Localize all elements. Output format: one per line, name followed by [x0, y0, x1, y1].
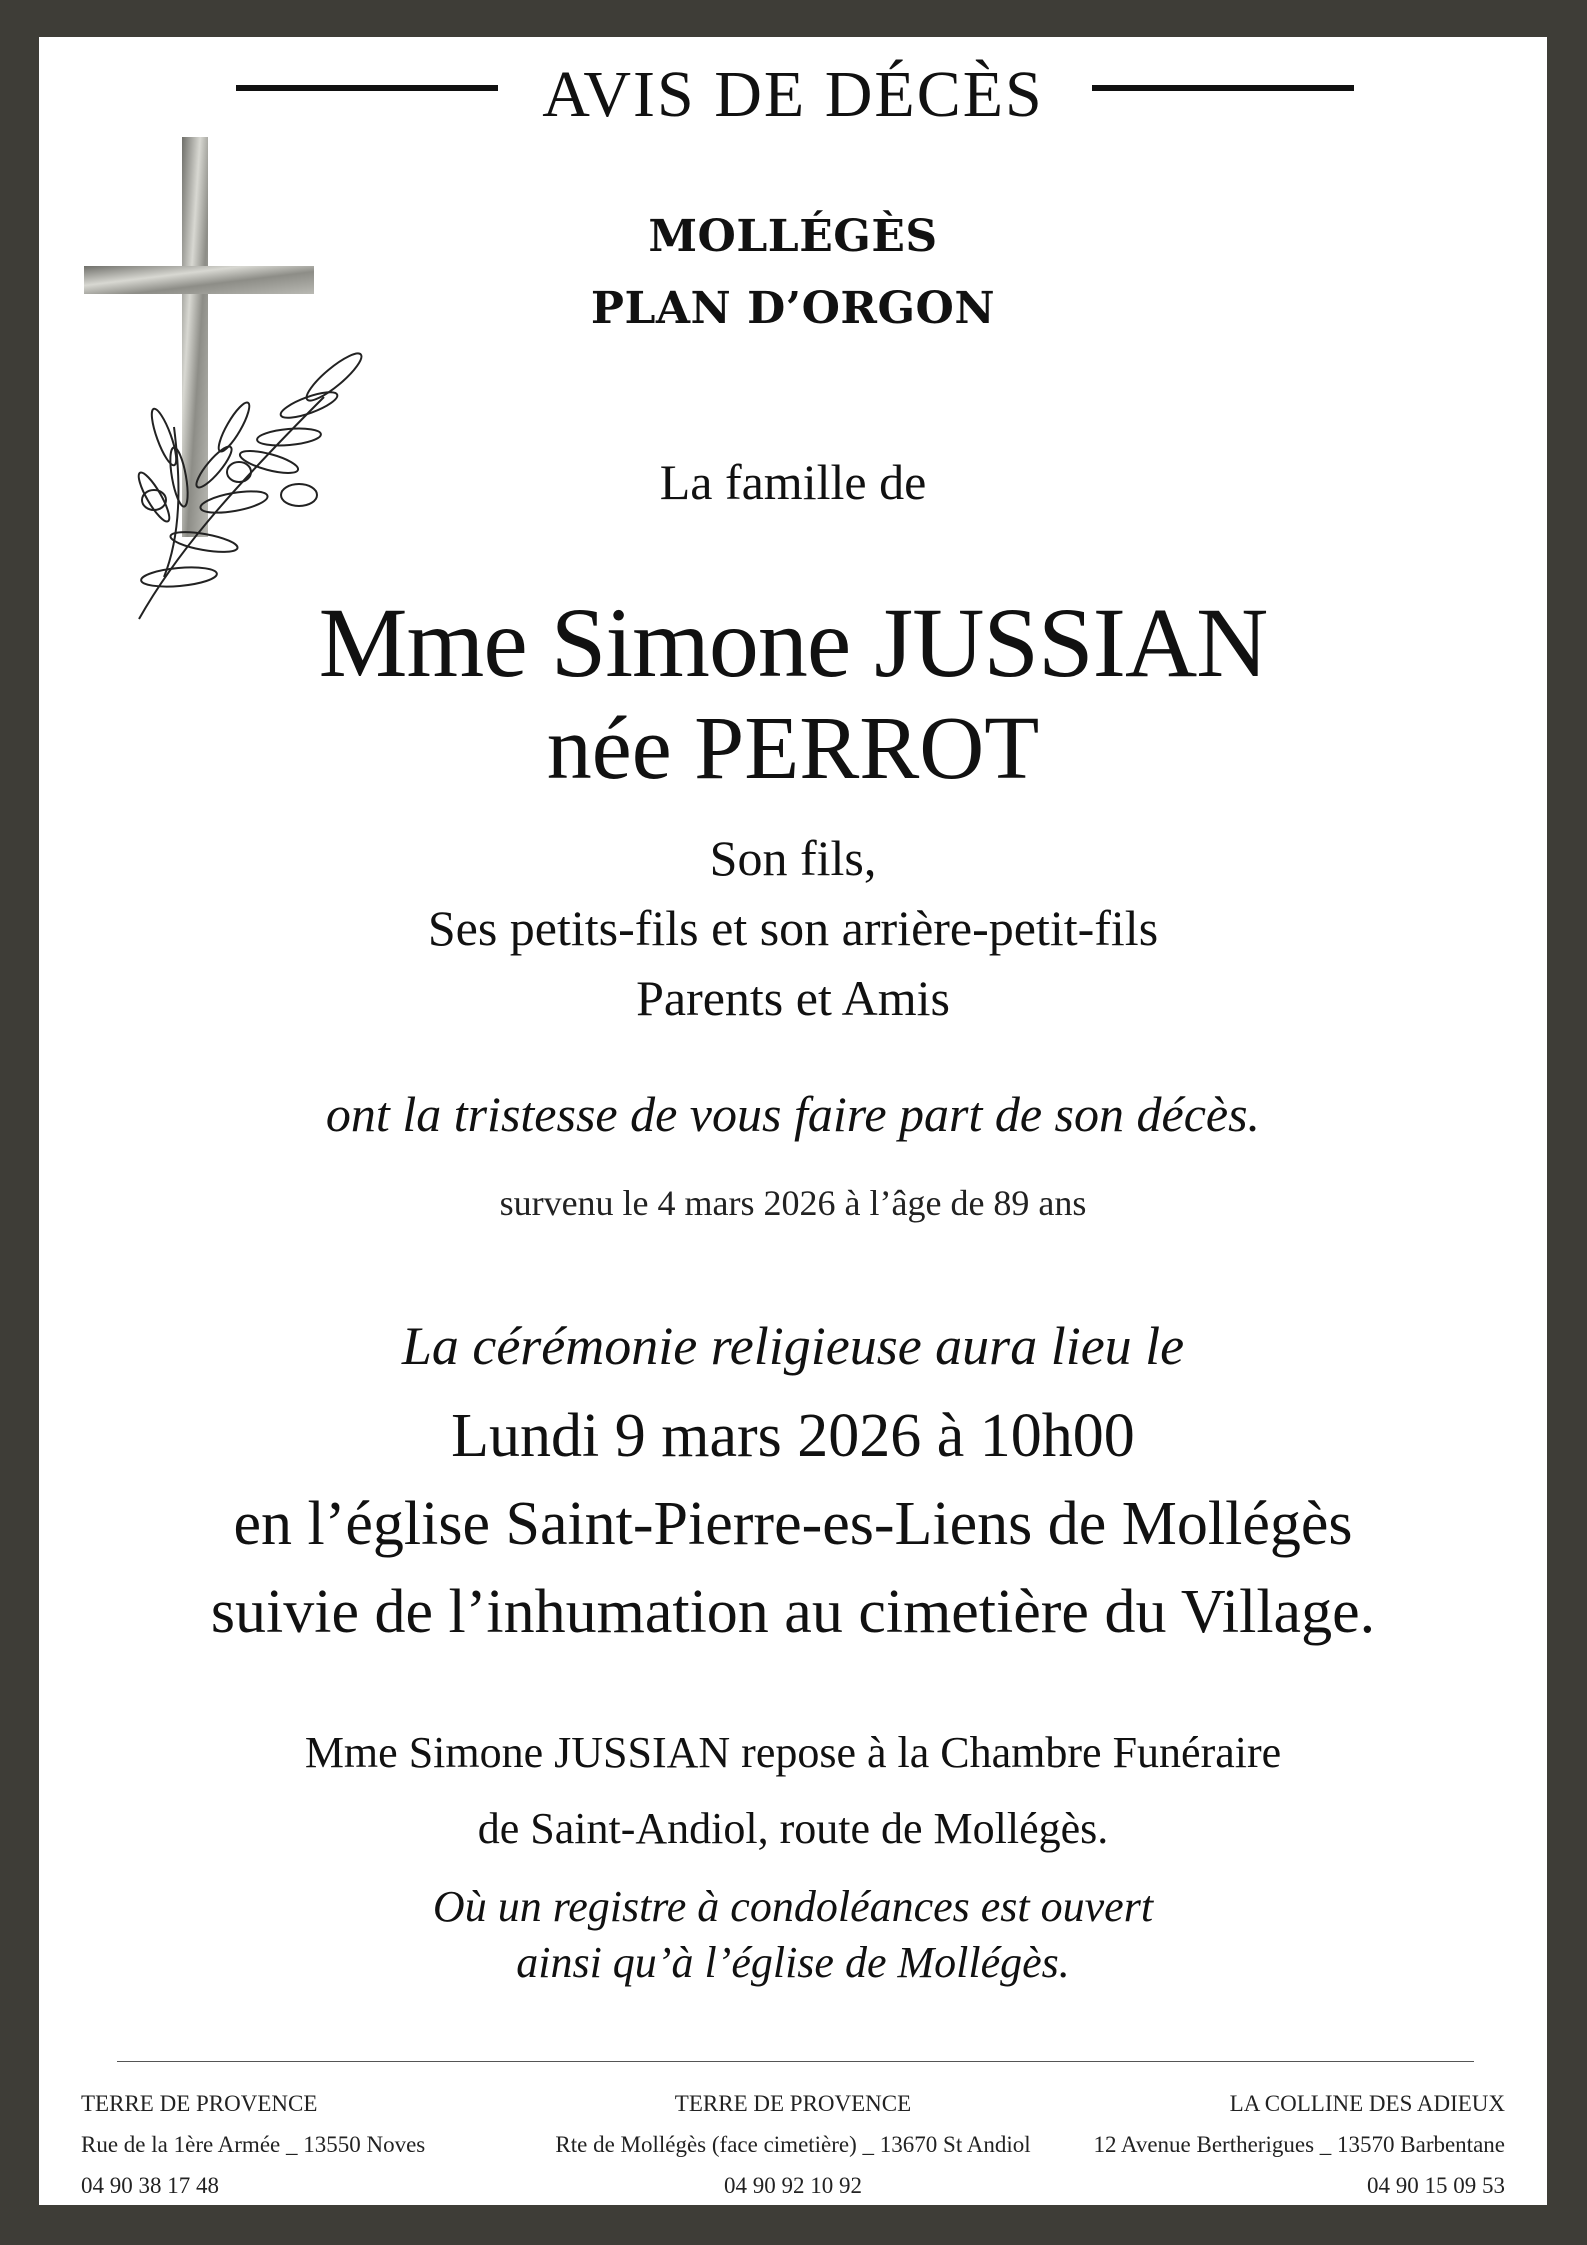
ceremony-place: en l’église Saint-Pierre-es-Liens de Mollégès	[233, 1490, 1353, 1558]
footer-divider	[117, 2061, 1474, 2062]
ceremony-heading: La cérémonie religieuse aura lieu le	[401, 1316, 1185, 1376]
funeral-home-phone: 04 90 38 17 48	[81, 2173, 219, 2198]
relative-line-2: Ses petits-fils et son arrière-petit-fils	[427, 900, 1159, 956]
relative-line-1: Son fils,	[709, 830, 877, 886]
funeral-home-address: Rue de la 1ère Armée _ 13550 Noves	[81, 2132, 426, 2157]
relative-line-3: Parents et Amis	[636, 970, 950, 1026]
registry-line-1: Où un registre à condoléances est ouvert	[432, 1882, 1154, 1931]
funeral-home-phone: 04 90 92 10 92	[724, 2173, 862, 2198]
funeral-home-address: 12 Avenue Bertherigues _ 13570 Barbentane	[1093, 2132, 1505, 2157]
death-detail: survenu le 4 mars 2026 à l’âge de 89 ans	[499, 1183, 1087, 1223]
funeral-home-name: TERRE DE PROVENCE	[674, 2091, 912, 2116]
ceremony-burial: suivie de l’inhumation au cimetière du Village.	[210, 1578, 1376, 1646]
funeral-home-3	[1093, 2083, 1505, 2206]
location-line-1: MOLLÉGÈS	[648, 211, 938, 262]
ceremony-date: Lundi 9 mars 2026 à 10h00	[451, 1402, 1135, 1470]
announcement-text: ont la tristesse de vous faire part de son décès.	[325, 1086, 1261, 1142]
funeral-home-name: LA COLLINE DES ADIEUX	[1229, 2091, 1505, 2116]
registry-line-2: ainsi qu’à l’église de Mollégès.	[516, 1938, 1070, 1987]
obituary-page	[39, 37, 1547, 2205]
deceased-maiden-name: née PERROT	[546, 699, 1040, 798]
location-line-2: PLAN D’ORGON	[590, 283, 996, 334]
intro-text: La famille de	[659, 454, 927, 510]
rest-line-2: de Saint-Andiol, route de Mollégès.	[477, 1804, 1109, 1853]
rest-line-1: Mme Simone JUSSIAN repose à la Chambre Funéraire	[304, 1728, 1282, 1777]
deceased-name: Mme Simone JUSSIAN	[318, 587, 1268, 698]
funeral-home-phone: 04 90 15 09 53	[1367, 2173, 1505, 2198]
page-title: AVIS DE DÉCÈS	[542, 58, 1044, 131]
funeral-home-address: Rte de Mollégès (face cimetière) _ 13670 St Andiol	[555, 2132, 1031, 2157]
funeral-home-name: TERRE DE PROVENCE	[81, 2091, 318, 2116]
